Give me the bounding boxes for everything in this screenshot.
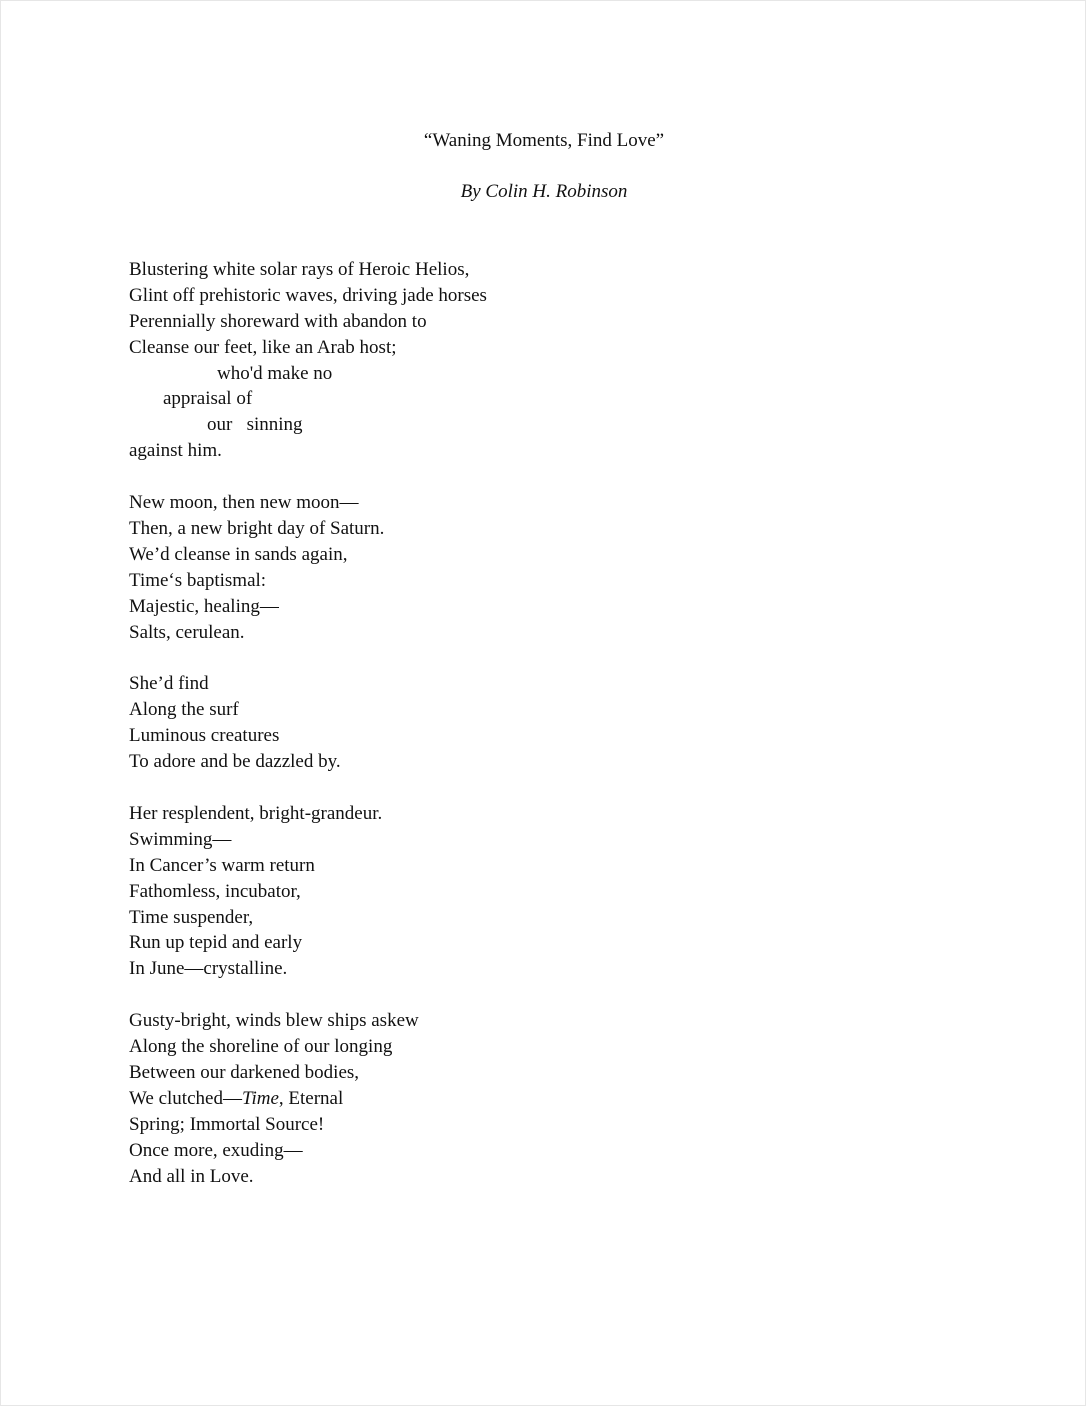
poem-line: Gusty-bright, winds blew ships askew <box>129 1010 419 1032</box>
poem-line: Then, a new bright day of Saturn. <box>129 518 385 540</box>
poem-line: Once more, exuding— <box>129 1139 303 1161</box>
poem-line: Run up tepid and early <box>129 932 303 954</box>
poem-line: Between our darkened bodies, <box>129 1062 360 1084</box>
poem-line: In Cancer’s warm return <box>129 854 315 876</box>
poem-line: Time‘s baptismal: <box>129 569 267 591</box>
poem-line: Salts, cerulean. <box>129 621 245 643</box>
poem-line: our sinning <box>207 414 303 436</box>
poem-line <box>129 1086 1029 1112</box>
poem-line: We’d cleanse in sands again, <box>129 543 348 565</box>
poem-line: Majestic, healing— <box>129 595 279 617</box>
poem-line: Fathomless, incubator, <box>129 880 301 902</box>
poem-line: Along the shoreline of our longing <box>129 1036 393 1058</box>
poem-line: Cleanse our feet, like an Arab host; <box>129 336 397 358</box>
stanza-1 <box>129 257 1029 464</box>
poem-line: In June—crystalline. <box>129 958 288 980</box>
poem-line: And all in Love. <box>129 1165 254 1187</box>
poem-line: Glint off prehistoric waves, driving jade horses <box>129 284 487 306</box>
poem-line: Blustering white solar rays of Heroic Helios, <box>129 259 470 280</box>
poem-line: Along the surf <box>129 699 239 721</box>
stanza-2 <box>129 490 1029 645</box>
poem-line: against him. <box>129 440 222 462</box>
poem-line: Her resplendent, bright-grandeur. <box>129 803 383 825</box>
poem-line-emphasis: Time <box>241 1087 279 1109</box>
poem-line: Time suspender, <box>129 906 254 928</box>
poem-line: appraisal of <box>163 388 253 410</box>
poem-line: She’d find <box>129 673 209 695</box>
poem-line: New moon, then new moon— <box>129 492 359 514</box>
poem-byline: By Colin H. Robinson <box>460 181 628 202</box>
poem-line: Spring; Immortal Source! <box>129 1113 325 1135</box>
poem-line: Luminous creatures <box>129 725 280 747</box>
poem-line: who'd make no <box>217 362 333 384</box>
poem-line: Swimming— <box>129 828 232 850</box>
stanza-5 <box>129 1008 1029 1189</box>
poem-title: “Waning Moments, Find Love” <box>423 130 665 151</box>
poem-line: Perennially shoreward with abandon to <box>129 310 427 332</box>
poem-line-part: We clutched— <box>129 1087 242 1109</box>
poem-body <box>129 257 1029 1216</box>
stanza-3 <box>129 671 1029 775</box>
poem-line: To adore and be dazzled by. <box>129 751 341 773</box>
stanza-4 <box>129 801 1029 982</box>
poem-line-part: , Eternal <box>278 1087 344 1109</box>
